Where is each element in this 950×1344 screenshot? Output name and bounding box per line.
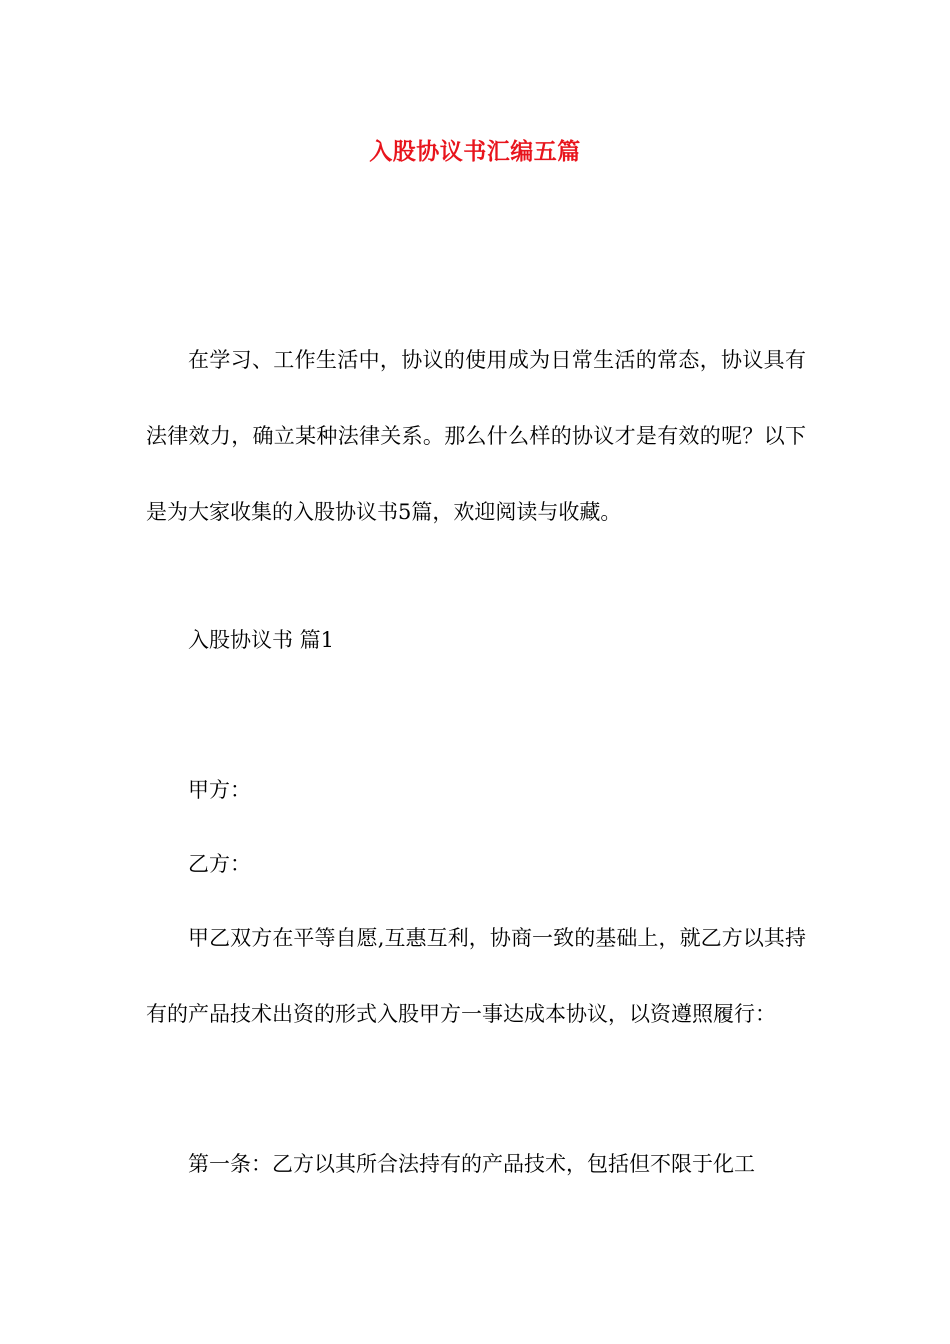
intro-paragraph: 在学习、工作生活中，协议的使用成为日常生活的常态，协议具有法律效力，确立某种法律关系。那么什么样的协议才是有效的呢？以下是为大家收集的入股协议书5篇，欢迎阅读与收藏。 <box>146 348 806 524</box>
party-b-label: 乙方： <box>188 852 251 876</box>
article-1-paragraph: 第一条：乙方以其所合法持有的产品技术，包括但不限于化工 <box>188 1152 755 1176</box>
party-a-label: 甲方： <box>188 778 251 802</box>
section-heading: 入股协议书 篇1 <box>188 628 335 652</box>
preamble-paragraph: 甲乙双方在平等自愿,互惠互利，协商一致的基础上，就乙方以其持有的产品技术出资的形式入股甲方一事达成本协议，以资遵照履行： <box>146 926 806 1026</box>
document-title: 入股协议书汇编五篇 <box>369 138 581 165</box>
